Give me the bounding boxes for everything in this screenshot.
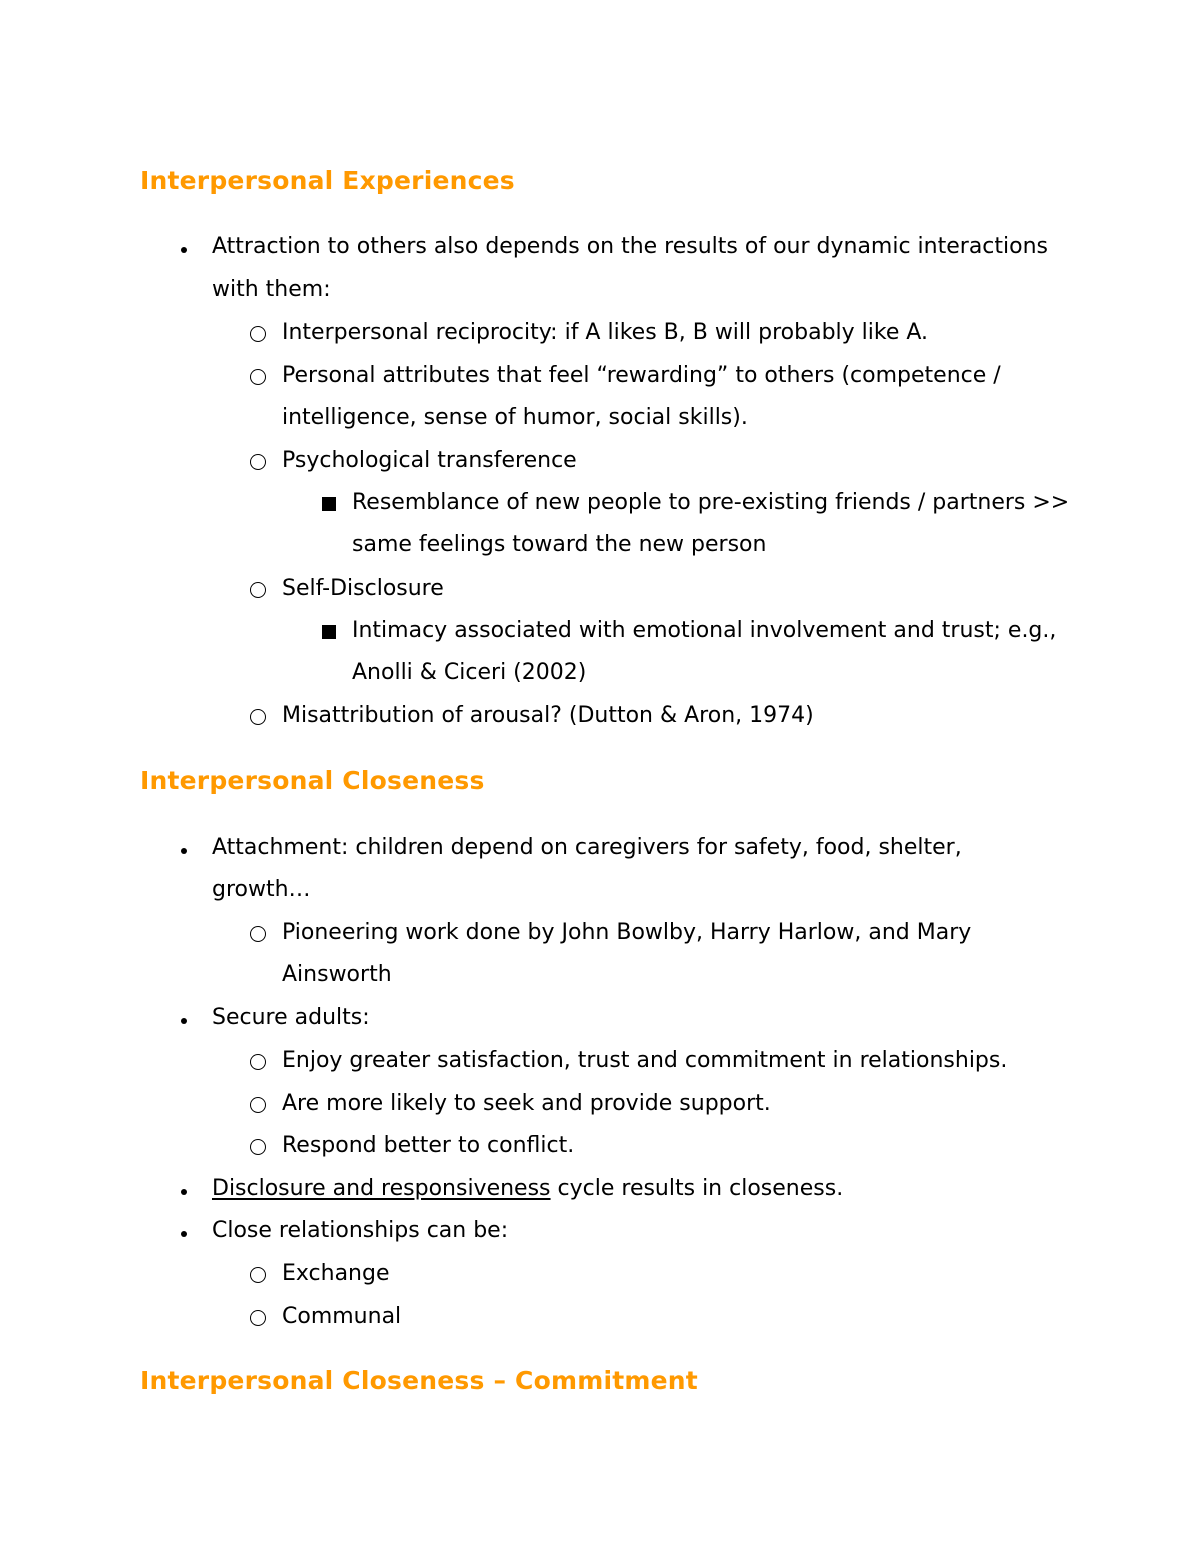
disc-bullet-icon (181, 848, 187, 854)
list-item-text: Interpersonal reciprocity: if A likes B, B will probably like A. (282, 320, 929, 345)
list-item-text: Exchange (282, 1261, 390, 1286)
list-item-text: Respond better to conflict. (282, 1133, 575, 1158)
list-item-text: Ainsworth (282, 962, 392, 987)
section-heading-interpersonal-experiences: Interpersonal Experiences (140, 166, 515, 195)
circle-bullet-icon (250, 709, 266, 725)
list-item-text: same feelings toward the new person (352, 532, 767, 557)
list-item-text: Anolli & Ciceri (2002) (352, 660, 587, 685)
disc-bullet-icon (181, 1231, 187, 1237)
list-item-text: Intimacy associated with emotional involvement and trust; e.g., (352, 618, 1057, 643)
list-item-text: Personal attributes that feel “rewarding” to others (competence / (282, 363, 1001, 388)
list-item-text (212, 1174, 843, 1204)
list-item-text-rest: cycle results in closeness. (550, 1176, 844, 1201)
list-item-text: Misattribution of arousal? (Dutton & Aron, 1974) (282, 703, 814, 728)
circle-bullet-icon (250, 1097, 266, 1113)
circle-bullet-icon (250, 582, 266, 598)
list-item-text: Psychological transference (282, 448, 577, 473)
disc-bullet-icon (181, 1018, 187, 1024)
disc-bullet-icon (181, 1189, 187, 1195)
square-bullet-icon (322, 497, 336, 511)
list-item-text: Attraction to others also depends on the results of our dynamic interactions (212, 234, 1048, 259)
circle-bullet-icon (250, 454, 266, 470)
square-bullet-icon (322, 625, 336, 639)
circle-bullet-icon (250, 1139, 266, 1155)
list-item-text: Communal (282, 1304, 402, 1329)
list-item-text: with them: (212, 277, 331, 302)
circle-bullet-icon (250, 326, 266, 342)
list-item-text: Enjoy greater satisfaction, trust and commitment in relationships. (282, 1048, 1008, 1073)
list-item-text: Are more likely to seek and provide support. (282, 1091, 771, 1116)
section-heading-interpersonal-closeness: Interpersonal Closeness (140, 766, 485, 795)
list-item-text: intelligence, sense of humor, social skills). (282, 405, 748, 430)
circle-bullet-icon (250, 926, 266, 942)
circle-bullet-icon (250, 1267, 266, 1283)
list-item-text: Secure adults: (212, 1005, 370, 1030)
list-item-text: Self-Disclosure (282, 576, 444, 601)
list-item-text: growth… (212, 877, 311, 902)
list-item-text: Pioneering work done by John Bowlby, Harry Harlow, and Mary (282, 920, 972, 945)
underlined-phrase: Disclosure and responsiveness (212, 1176, 551, 1201)
list-item-text: Close relationships can be: (212, 1218, 509, 1243)
disc-bullet-icon (181, 247, 187, 253)
circle-bullet-icon (250, 1054, 266, 1070)
list-item-text: Resemblance of new people to pre-existing friends / partners >> (352, 490, 1070, 515)
section-heading-interpersonal-closeness-commitment: Interpersonal Closeness – Commitment (140, 1366, 698, 1395)
circle-bullet-icon (250, 369, 266, 385)
circle-bullet-icon (250, 1310, 266, 1326)
list-item-text: Attachment: children depend on caregivers for safety, food, shelter, (212, 835, 962, 860)
